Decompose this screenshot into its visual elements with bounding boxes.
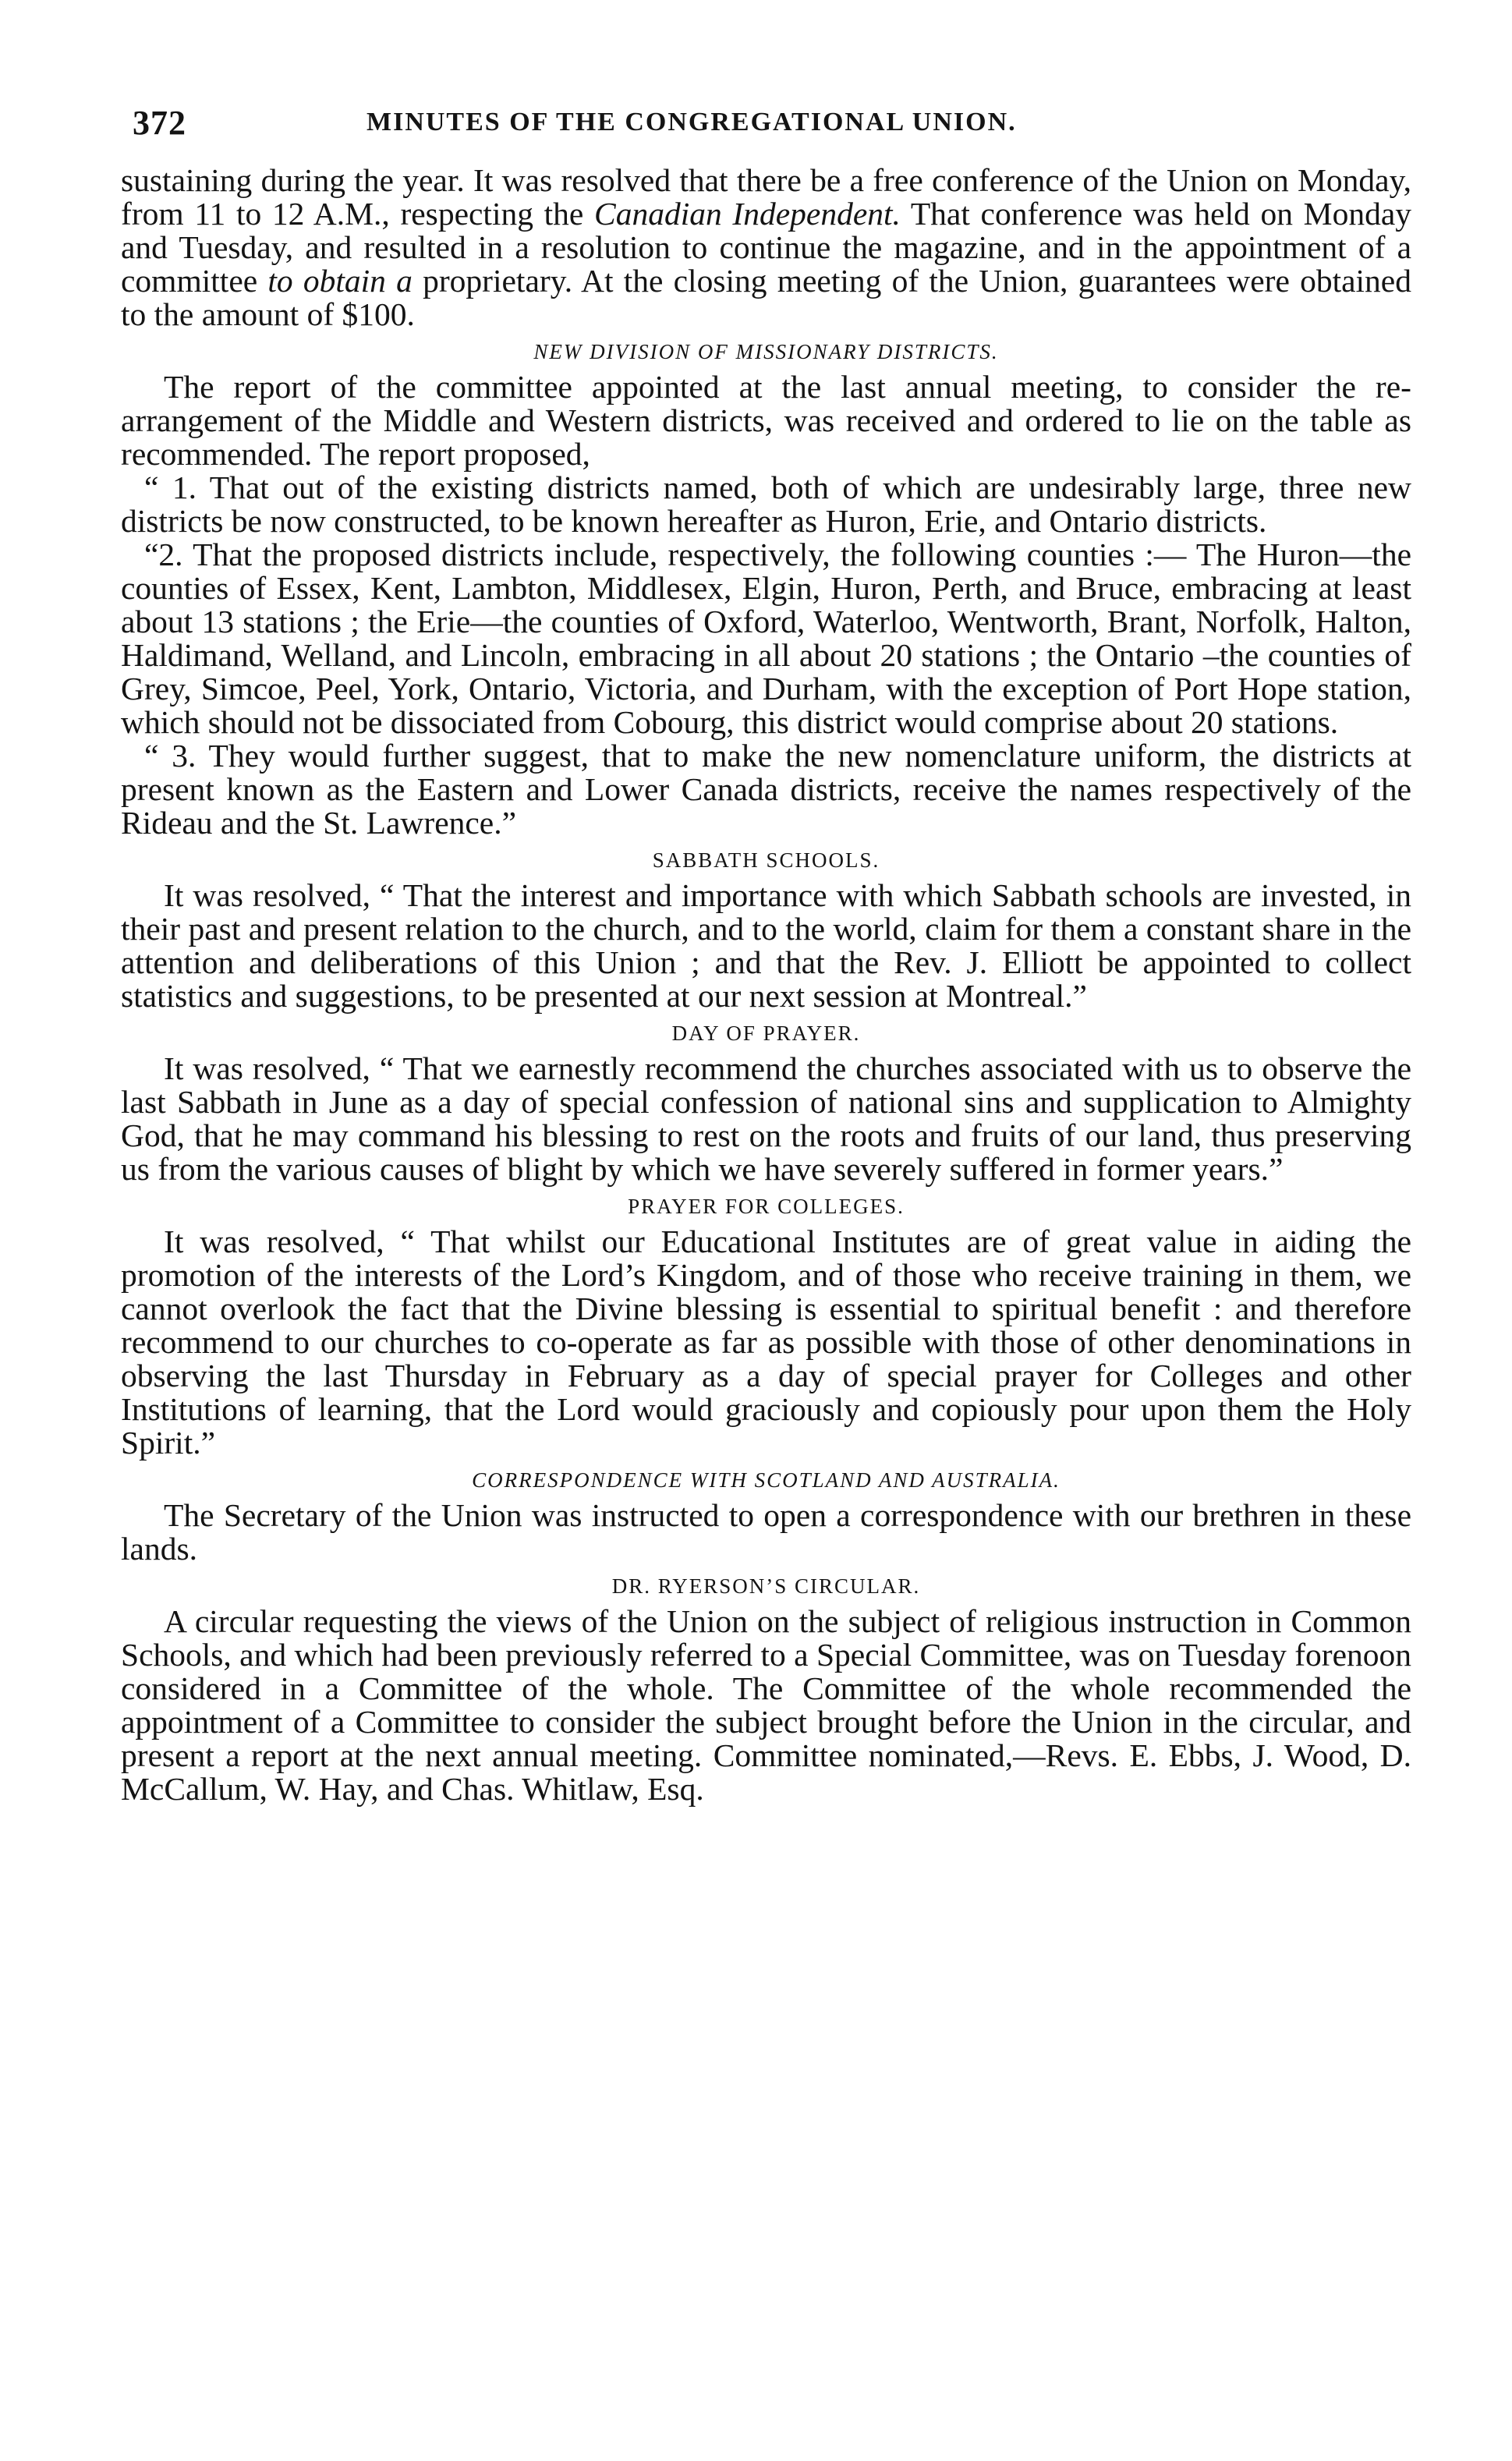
colleges-text: It was resolved, “ That whilst our Educational Institutes are of great value in aiding the promotion of the interests of the Lord’s Kingdom, and of those who receive training in them, we cannot overlook the fact that the Divine blessing is essential to spiritual benefit : and therefore recommend to our churches to co-operate as far as possible with those of other denominations in observing the last Thursday in February as a day of special prayer for Colleges and other Institutions of learning, that the Lord would graciously and copiously pour upon them the Holy Spirit.” bbox=[121, 1223, 1411, 1461]
correspondence-text: The Secretary of the Union was instructed to open a correspondence with our brethren in these lands. bbox=[121, 1497, 1411, 1567]
page-number: 372 bbox=[133, 104, 186, 142]
intro-paragraph bbox=[121, 164, 1411, 331]
page-body bbox=[121, 164, 1411, 1806]
intro-italic-phrase: to obtain a bbox=[267, 263, 413, 299]
section-heading-colleges: PRAYER FOR COLLEGES. bbox=[628, 1195, 905, 1218]
section-heading-correspondence: CORRESPONDENCE WITH SCOTLAND AND AUSTRALIA. bbox=[472, 1468, 1061, 1492]
intro-text-b: That conference was held on Monday and Tuesday, and resulted in a resolution to continue the magazine, and in the appointment of a committee bbox=[121, 196, 1412, 299]
districts-item-3: “ 3. They would further suggest, that to make the new nomenclature uniform, the districts at present known as the Eastern and Lower Canada districts, receive the names respectively of the Rideau and the St. Lawrence.” bbox=[121, 738, 1411, 841]
intro-italic-title: Canadian Independent. bbox=[594, 196, 901, 232]
districts-item-2: “2. That the proposed districts include, respectively, the following counties :— The Huron—the counties of Essex, Kent, Lambton, Middlesex, Elgin, Huron, Perth, and Bruce, embracing at least about 13 stations ; the Erie—the counties of Oxford, Waterloo, Wentworth, Brant, Norfolk, Halton, Haldimand, Welland, and Lincoln, embracing in all about 20 stations ; the Ontario –the counties of Grey, Simcoe, Peel, York, Ontario, Victoria, and Durham, with the exception of Port Hope station, which should not be dissociated from Cobourg, this district would comprise about 20 stations. bbox=[121, 536, 1411, 740]
intro-text-a: sustaining during the year. It was resolved that there be a free conference of the Union on Monday, from 11 to 12 A.M., respecting the bbox=[121, 162, 1411, 232]
intro-text-c: proprietary. At the closing meeting of the Union, guarantees were obtained to the amount of $100. bbox=[121, 263, 1411, 332]
day-of-prayer-text: It was resolved, “ That we earnestly recommend the churches associated with us to observe the last Sabbath in June as a day of special confession of national sins and supplication to Almighty God, that he may command his blessing to rest on the roots and fruits of our land, thus preserving us from the various causes of blight by which we have severely suffered in former years.” bbox=[121, 1050, 1411, 1187]
section-heading-day-of-prayer: DAY OF PRAYER. bbox=[671, 1022, 861, 1045]
section-heading-sabbath: SABBATH SCHOOLS. bbox=[652, 848, 880, 872]
circular-text: A circular requesting the views of the Union on the subject of religious instruction in Common Schools, and which had been previously referred to a Special Committee, was on Tuesday forenoon considered in a Committee of the whole. The Committee of the whole recommended the appointment of a Committee to consider the subject brought before the Union in the circular, and present a report at the next annual meeting. Committee nominated,—Revs. E. Ebbs, J. Wood, D. McCallum, W. Hay, and Chas. Whitlaw, Esq. bbox=[121, 1603, 1412, 1807]
section-heading-districts: NEW DIVISION OF MISSIONARY DISTRICTS. bbox=[533, 340, 999, 363]
section-heading-circular: DR. RYERSON’S CIRCULAR. bbox=[611, 1574, 921, 1598]
districts-item-1: “ 1. That out of the existing districts named, both of which are undesirably large, three new districts be now constructed, to be known hereafter as Huron, Erie, and Ontario districts. bbox=[121, 469, 1411, 539]
districts-intro: The report of the committee appointed at the last annual meeting, to consider the re-arrangement of the Middle and Western districts, was received and ordered to lie on the table as recommended. The report proposed, bbox=[121, 369, 1411, 472]
sabbath-text: It was resolved, “ That the interest and importance with which Sabbath schools are invested, in their past and present relation to the church, and to the world, claim for them a constant share in the attention and deliberations of this Union ; and that the Rev. J. Elliott be appointed to collect statistics and suggestions, to be presented at our next session at Montreal.” bbox=[121, 877, 1411, 1014]
running-title: MINUTES OF THE CONGREGATIONAL UNION. bbox=[366, 108, 1017, 136]
running-header bbox=[133, 103, 1411, 142]
